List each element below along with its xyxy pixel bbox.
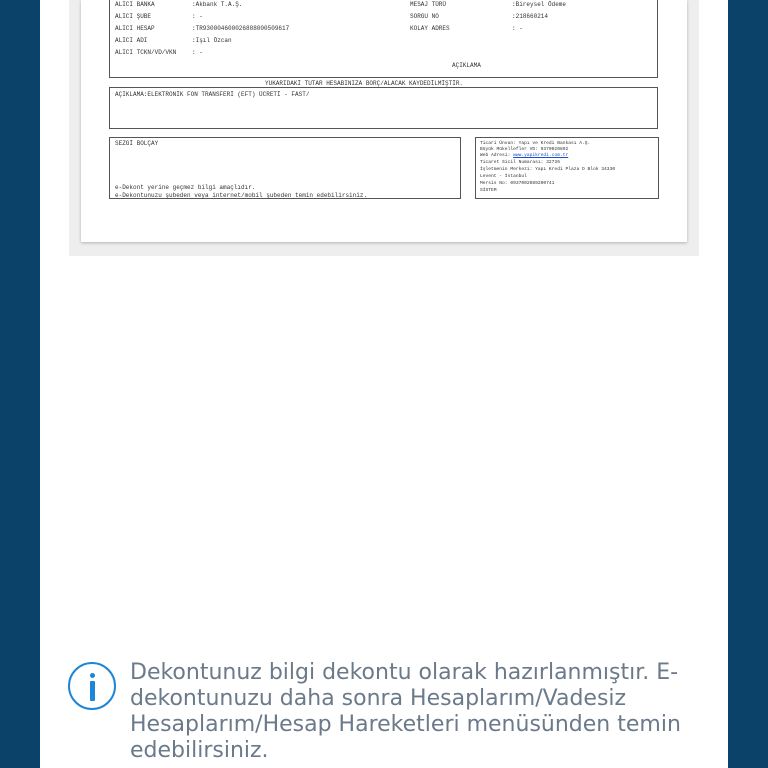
signer-name: SEZGİ BOLÇAY	[115, 140, 159, 147]
bank-info-title: Ticari Ünvan: Yapı ve Kredi Bankası A.Ş.	[480, 141, 591, 146]
bank-info-hq: İşletmenin Merkezi: Yapı Kredi Plaza D Blok 34330	[480, 167, 616, 172]
recipient-account-value: :TR930004600026888000509617	[192, 25, 290, 32]
recipient-name-label: ALICI ADI	[115, 37, 148, 44]
query-number-value: :218660214	[512, 13, 549, 20]
note-line-2: e-Dekontunuzu şubeden veya internet/mobil şubeden temin edebilirsiniz.	[115, 192, 368, 199]
bank-web-link[interactable]: www.yapikredi.com.tr	[513, 153, 569, 158]
easy-address-label: KOLAY ADRES	[410, 25, 450, 32]
info-message-text: Dekontunuz bilgi dekontu olarak hazırlanmıştır. E-dekontunuzu daha sonra Hesaplarım/Vadesiz Hesaplarım/Hesap Hareketleri menüsünden temin edebilirsiniz.	[130, 660, 681, 763]
bank-info-mersis: Mersis No: 0937002089200741	[480, 181, 555, 186]
query-number-label: SORGU NO	[410, 13, 439, 20]
receipt-document	[81, 0, 687, 242]
recipient-bank-value: :Akbank T.A.Ş.	[192, 1, 243, 8]
bank-info-city: Levent - İstanbul	[480, 174, 527, 179]
bank-info-tax: Büyük Mükellefler VD: 9370020892	[480, 147, 569, 152]
recipient-branch-value: : -	[192, 13, 203, 20]
bank-info-system: SİSTEM	[480, 188, 497, 193]
message-type-value: :Bireysel Ödeme	[512, 1, 567, 8]
summary-line: YUKARIDAKİ TUTAR HESABINIZA BORÇ/ALACAK KAYDEDİLMİŞTİR.	[265, 80, 464, 87]
recipient-tckn-value: : -	[192, 49, 203, 56]
app-screen	[40, 0, 728, 768]
description-text: AÇIKLAMA:ELEKTRONİK FON TRANSFERİ (EFT) ÜCRETİ - FAST/	[115, 91, 310, 98]
note-line-1: e-Dekont yerine geçmez bilgi amaçlıdır.	[115, 184, 256, 191]
recipient-tckn-label: ALICI TCKN/VD/VKN	[115, 49, 177, 56]
bank-info-web	[480, 153, 568, 158]
bank-info-web-label: Web Adresi:	[480, 153, 514, 158]
easy-address-value: : -	[512, 25, 523, 32]
recipient-account-label: ALICI HESAP	[115, 25, 155, 32]
recipient-name-value: :Işıl Özcan	[192, 37, 232, 44]
recipient-bank-label: ALICI BANKA	[115, 1, 155, 8]
info-icon	[68, 662, 116, 710]
bank-info-registry: Ticaret Sicil Numarası: 32736	[480, 160, 560, 165]
aciklama-heading: AÇIKLAMA	[452, 62, 481, 69]
message-type-label: MESAJ TÜRÜ	[410, 1, 447, 8]
recipient-branch-label: ALICI ŞUBE	[115, 13, 152, 20]
receipt-viewer	[69, 0, 699, 256]
